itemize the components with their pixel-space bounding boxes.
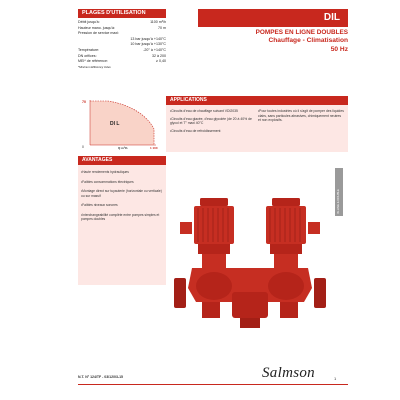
right-motor-cap xyxy=(272,198,300,206)
spec-row-pressure: Pression de service maxi: xyxy=(78,31,119,36)
avantage-item: •Interchangeabilité complète entre pompes simples et pompes doubles xyxy=(81,212,160,221)
performance-envelope-chart xyxy=(78,97,158,152)
right-volute xyxy=(268,272,304,300)
spec-row-dn: DN orifices: 32 à 200 xyxy=(78,53,166,58)
x-unit-label: Q m³/h xyxy=(118,146,128,150)
side-category-tab xyxy=(335,168,343,216)
spec-list xyxy=(78,20,166,70)
right-lantern xyxy=(274,254,298,268)
left-terminal-box xyxy=(180,222,192,234)
double-pump-illustration xyxy=(172,192,332,337)
footer-divider xyxy=(78,384,348,385)
application-item: •Circuits d'eau de refroidissement xyxy=(170,128,221,133)
right-terminal-box xyxy=(308,222,320,234)
applications-header: APPLICATIONS xyxy=(166,96,348,105)
side-tab-label: IN-LINE & DOUBLE xyxy=(336,189,340,214)
application-item: •Circuits d'eau de chauffage suivant VDI2035 xyxy=(170,109,238,113)
avantages-header: AVANTAGES xyxy=(78,156,166,165)
outlet-flange xyxy=(314,278,326,308)
spec-row-head: Hauteur mano. jusqu'à: 70 m xyxy=(78,25,166,30)
avantage-item: •Faibles consommations électriques xyxy=(81,179,134,184)
left-foot xyxy=(202,302,220,318)
application-item: •Pour toutes industries où il s'agit de pomper des liquides clairs, sans particules abrasives, chimiquement neutres et non explosifs. xyxy=(258,109,344,123)
avantage-item: •Faibles niveaux sonores xyxy=(81,203,118,207)
left-motor-cap xyxy=(200,198,228,206)
avantage-item: •Montage direct sur tuyauterie (horizontale ou verticale) ou sur massif xyxy=(81,189,162,198)
applications-column-1 xyxy=(170,109,252,136)
application-item: •Circuits d'eau glacée, d'eau glycolée (de 20 à 40% de glycol et T° maxi 40°C xyxy=(170,116,252,126)
center-body xyxy=(232,292,268,318)
spec-row-pressure-10: 10 bar jusqu'à +130°C xyxy=(130,42,166,47)
avantage-item: •Haute rendements hydrauliques xyxy=(81,170,129,174)
spec-row-mei: MEI* de référence: ≥ 0,40 xyxy=(78,59,166,64)
y-max-label: 70 xyxy=(82,100,86,104)
avantages-list xyxy=(81,170,163,227)
spec-note: *Minimum Efficiency Index xyxy=(78,64,111,69)
spec-row-pressure-13: 13 bar jusqu'à +140°C xyxy=(130,36,166,41)
title-line-3: 50 Hz xyxy=(330,46,348,53)
right-motor-flange xyxy=(270,244,302,254)
document-reference: N.T. N° 124/TF - 03/12/03-15 xyxy=(78,375,123,379)
title-line-1: POMPES EN LIGNE DOUBLES xyxy=(255,29,348,36)
left-motor-flange xyxy=(198,244,230,254)
left-volute xyxy=(196,272,232,300)
plages-utilisation-header: PLAGES D'UTILISATION xyxy=(78,9,166,18)
region-label: DI L xyxy=(110,121,120,127)
applications-column-2 xyxy=(258,109,344,126)
page-number: 1 xyxy=(334,376,337,381)
title-line-2: Chauffage - Climatisation xyxy=(268,37,348,44)
right-foot xyxy=(280,302,298,318)
salmson-logo: Salmson xyxy=(262,365,315,381)
spec-row-temperature: Température: -20° à +140°C xyxy=(78,47,166,52)
origin-label: 0 xyxy=(82,145,84,149)
envelope-area xyxy=(90,101,154,145)
inlet-flange xyxy=(174,278,186,308)
left-lantern xyxy=(202,254,226,268)
x-max-label: 1 100 xyxy=(150,146,158,150)
pump-base xyxy=(240,318,260,328)
product-code-header: DIL xyxy=(198,9,348,27)
spec-row-flow: Débit jusqu'à: 1100 m³/h xyxy=(78,20,166,24)
